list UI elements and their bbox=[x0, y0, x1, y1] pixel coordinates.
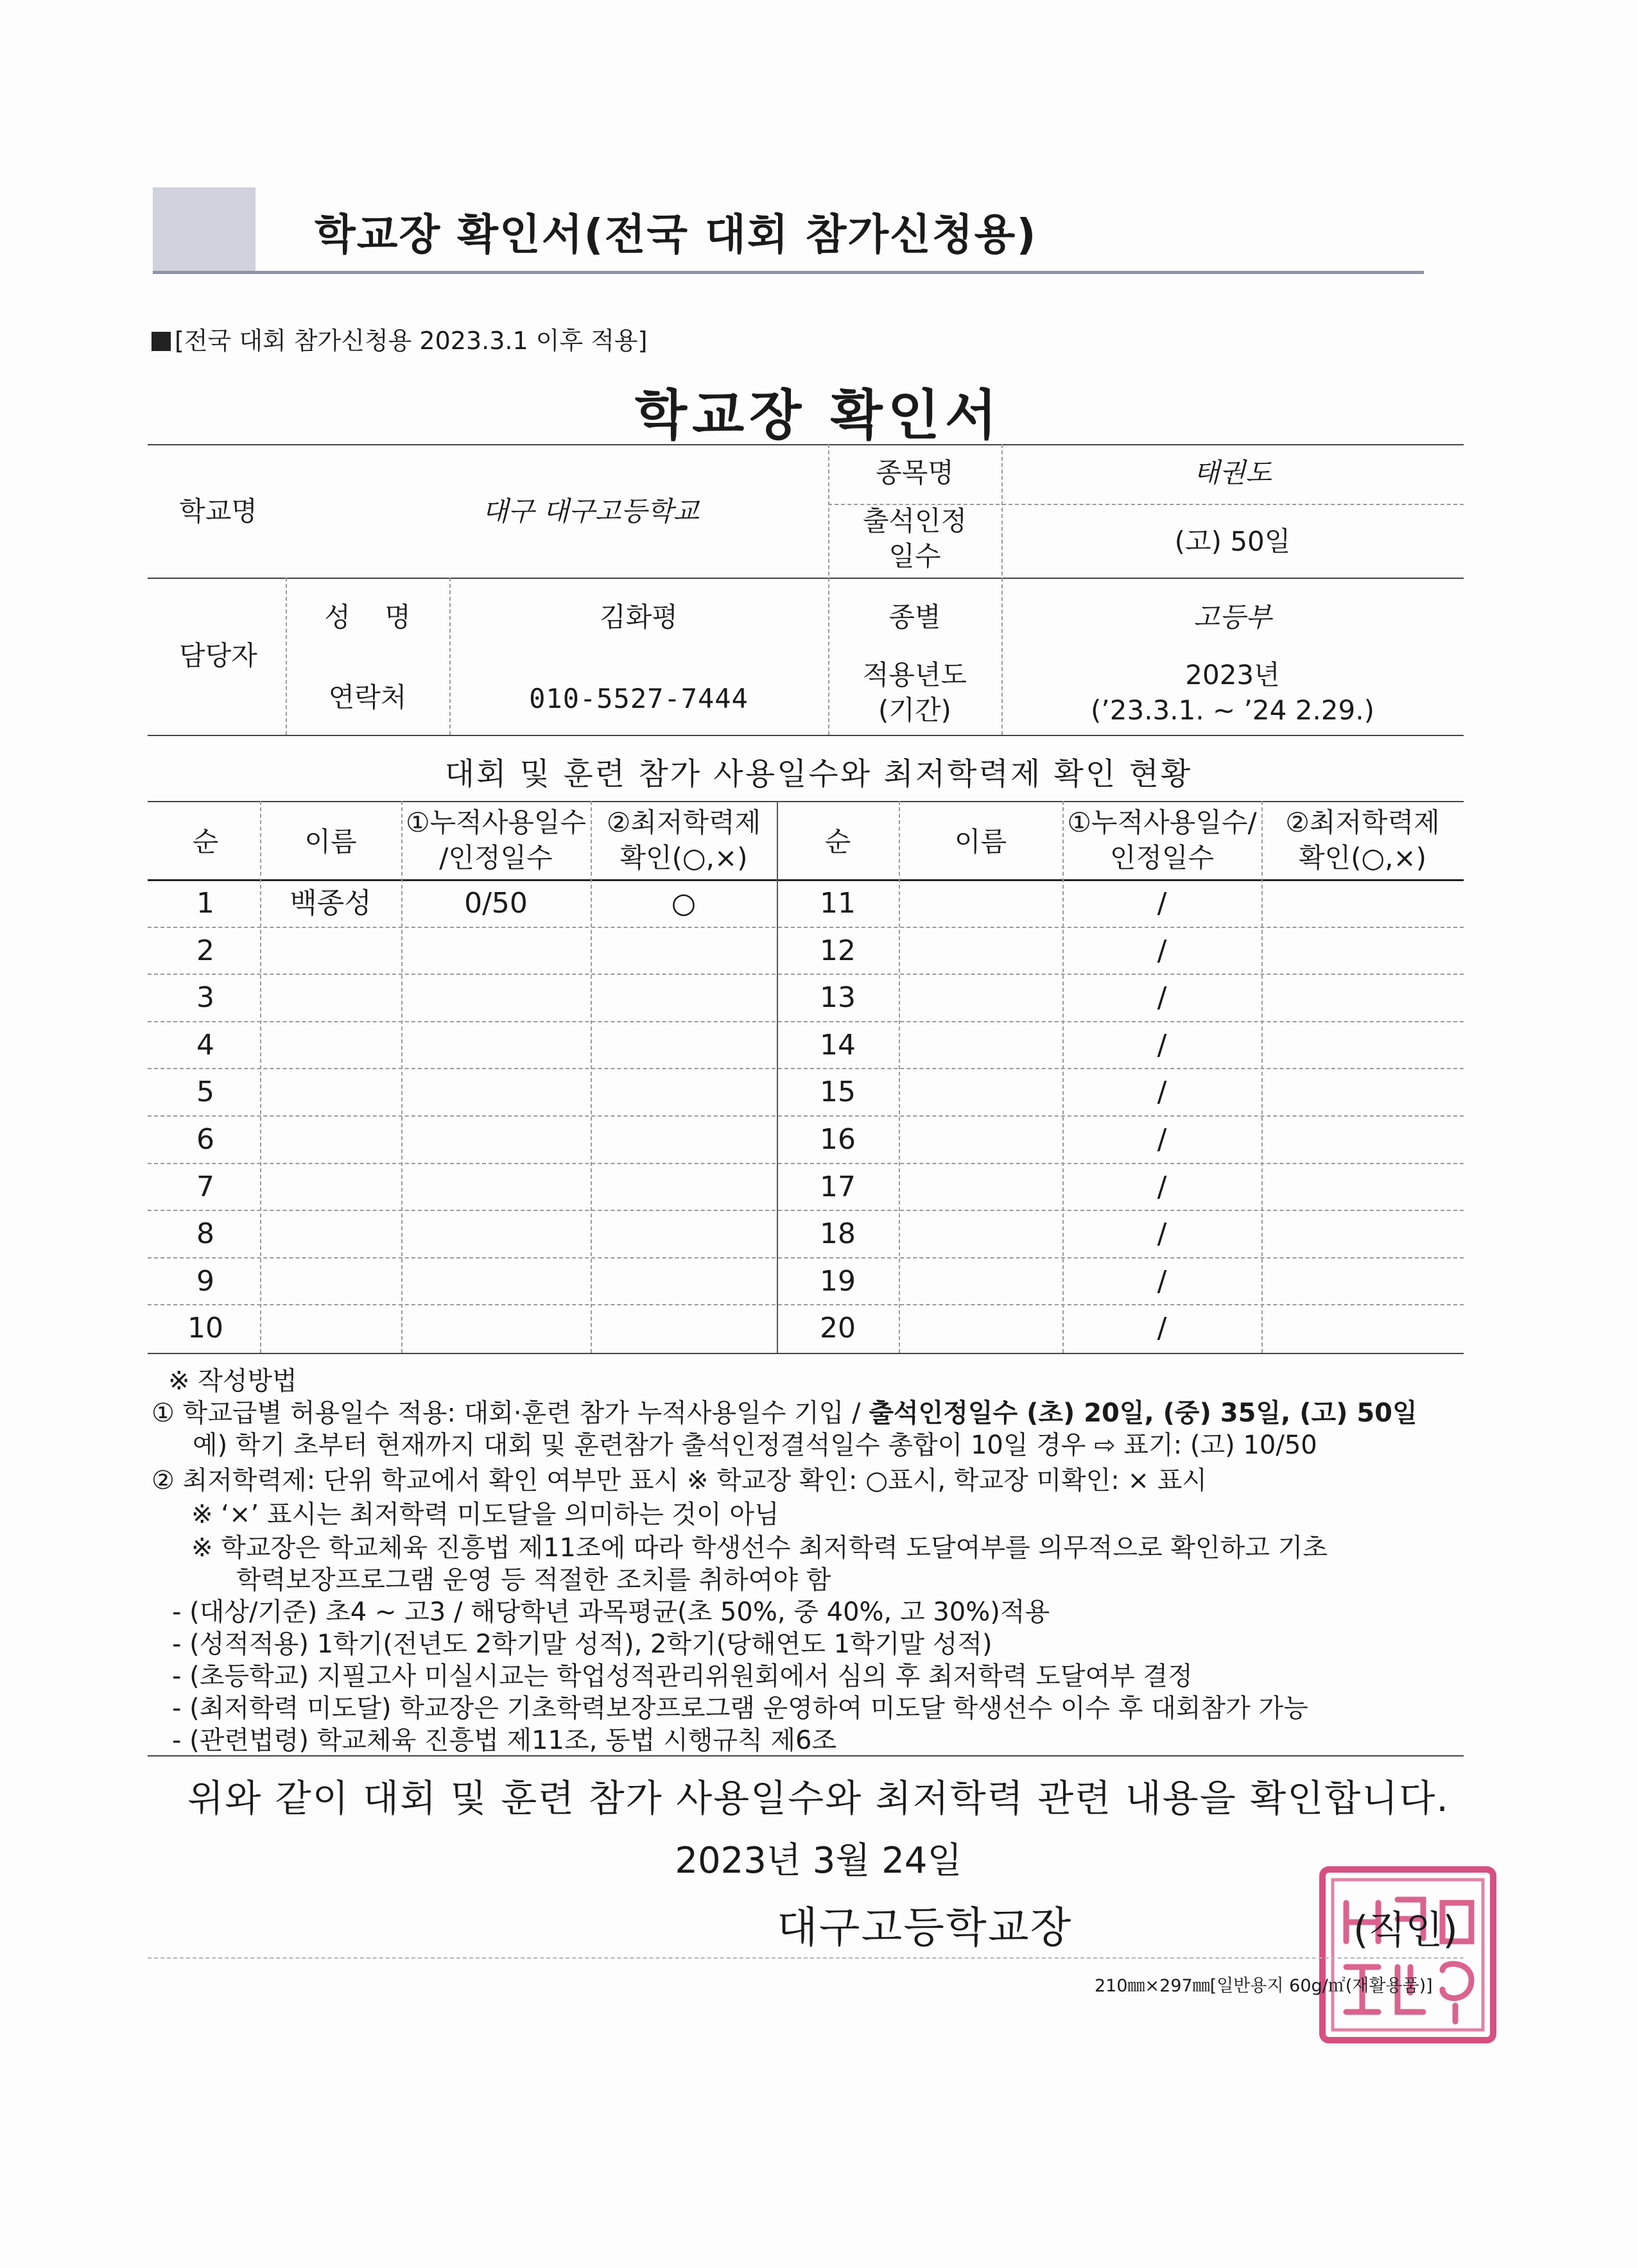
left-row-no: 4 bbox=[196, 1028, 214, 1061]
note-1-text: ① 학교급별 허용일수 적용: 대회·훈련 참가 누적사용일수 기입 / bbox=[152, 1398, 869, 1428]
right-row-no: 18 bbox=[820, 1217, 856, 1251]
section-title: 대회 및 훈련 참가 사용일수와 최저학력제 확인 현황 bbox=[444, 756, 1193, 792]
status-vline bbox=[1261, 801, 1263, 1353]
header-days-right bbox=[1066, 805, 1258, 875]
left-row-no: 3 bbox=[196, 981, 214, 1015]
left-row-name bbox=[263, 1259, 398, 1305]
right-row-no: 12 bbox=[820, 934, 856, 967]
right-row-days: / bbox=[1157, 1264, 1167, 1298]
category-value: 고등부 bbox=[1193, 601, 1272, 633]
status-bottom-border bbox=[148, 1353, 1464, 1354]
note-2-a: ※ ‘×’ 표시는 최저학력 미도달을 의미하는 것이 아님 bbox=[191, 1500, 779, 1529]
left-row-no: 2 bbox=[196, 934, 214, 967]
info-top-border bbox=[148, 444, 1464, 445]
contact-value: 010-5527-7444 bbox=[529, 683, 749, 714]
header-title: 학교장 확인서(전국 대회 참가신청용) bbox=[315, 210, 1037, 259]
square-bullet-icon bbox=[152, 332, 171, 351]
right-row-no: 16 bbox=[820, 1123, 856, 1156]
left-row-check bbox=[594, 1211, 774, 1257]
detail-3: - (초등학교) 지필고사 미실시교는 학업성적관리위원회에서 심의 후 최저학력 도달여부 결정 bbox=[172, 1662, 1193, 1691]
left-row-name bbox=[263, 928, 398, 974]
left-row-no: 1 bbox=[196, 887, 214, 920]
right-row-check bbox=[1265, 1259, 1460, 1305]
left-row-name bbox=[263, 1117, 398, 1163]
right-row-name bbox=[902, 1069, 1059, 1115]
right-row-check bbox=[1265, 1117, 1460, 1163]
left-row-days bbox=[404, 1211, 587, 1257]
left-row-no: 6 bbox=[196, 1123, 214, 1156]
left-row-no: 9 bbox=[196, 1264, 214, 1298]
notice-text: [전국 대회 참가신청용 2023.3.1 이후 적용] bbox=[175, 327, 648, 355]
left-row-name bbox=[263, 1305, 398, 1352]
attendance-label bbox=[835, 504, 995, 574]
left-row-check bbox=[594, 1305, 774, 1352]
header-underline bbox=[153, 271, 1424, 274]
confirm-text: 위와 같이 대회 및 훈련 참가 사용일수와 최저학력 관련 내용을 확인합니다. bbox=[187, 1776, 1450, 1820]
right-row-days: / bbox=[1157, 981, 1167, 1015]
left-row-name bbox=[263, 1164, 398, 1210]
name-label: 성 명 bbox=[324, 601, 411, 633]
school-value: 대구 대구고등학교 bbox=[482, 495, 699, 527]
header-decor-block bbox=[153, 187, 256, 272]
status-vline bbox=[401, 801, 403, 1353]
right-row-days: / bbox=[1157, 1123, 1167, 1156]
year-label-line1: 적용년도 bbox=[862, 659, 967, 691]
status-center-vline bbox=[777, 801, 778, 1353]
contact-label: 연락처 bbox=[328, 682, 407, 713]
header-check-line1: ②최저학력제 bbox=[606, 807, 761, 838]
header-check bbox=[594, 805, 774, 875]
right-row-no: 13 bbox=[820, 981, 856, 1015]
left-row-days bbox=[404, 1022, 587, 1069]
issue-date: 2023년 3월 24일 bbox=[675, 1840, 962, 1882]
right-row-check bbox=[1265, 1305, 1460, 1352]
right-row-days: / bbox=[1157, 1312, 1167, 1345]
detail-1: - (대상/기준) 초4 ~ 고3 / 해당학년 과목평균(초 50%, 중 40%, 고 30%)적용 bbox=[172, 1597, 1050, 1627]
header-check-right bbox=[1265, 805, 1460, 875]
right-row-days: / bbox=[1157, 887, 1167, 920]
header-days bbox=[404, 805, 587, 875]
left-row-name bbox=[263, 1211, 398, 1257]
note-1-example: 예) 학기 초부터 현재까지 대회 및 훈련참가 출석인정결석일수 총합이 10일 경우 ⇨ 표기: (고) 10/50 bbox=[193, 1430, 1317, 1460]
right-row-name bbox=[902, 1259, 1059, 1305]
manager-label: 담당자 bbox=[179, 640, 257, 671]
left-row-days: 0/50 bbox=[464, 887, 528, 920]
right-row-name bbox=[902, 1305, 1059, 1352]
note-1-bold: 출석인정일수 (초) 20일, (중) 35일, (고) 50일 bbox=[869, 1398, 1417, 1428]
left-row-days bbox=[404, 1069, 587, 1115]
info-divider bbox=[148, 578, 1464, 579]
detail-2: - (성적적용) 1학기(전년도 2학기말 성적), 2학기(당해연도 1학기말 성적) bbox=[172, 1629, 992, 1659]
left-row-days bbox=[404, 1305, 587, 1352]
right-row-no: 15 bbox=[820, 1076, 856, 1109]
right-row-days: / bbox=[1157, 1028, 1167, 1061]
left-row-days bbox=[404, 928, 587, 974]
year-value-line2: (’23.3.1. ~ ’24 2.29.) bbox=[1091, 694, 1374, 726]
right-row-check bbox=[1265, 1211, 1460, 1257]
right-row-no: 20 bbox=[820, 1312, 856, 1345]
detail-4: - (최저학력 미도달) 학교장은 기초학력보장프로그램 운영하여 미도달 학생선수 이수 후 대회참가 가능 bbox=[172, 1694, 1308, 1723]
header-check-line2: 확인(○,×) bbox=[619, 841, 748, 873]
right-row-name bbox=[902, 1164, 1059, 1210]
name-value: 김화평 bbox=[600, 601, 678, 633]
right-row-no: 17 bbox=[820, 1170, 856, 1203]
left-row-check bbox=[594, 1069, 774, 1115]
header-name: 이름 bbox=[304, 826, 357, 857]
left-row-no: 10 bbox=[187, 1312, 223, 1345]
attendance-value: (고) 50일 bbox=[1174, 526, 1291, 557]
left-row-no: 5 bbox=[196, 1076, 214, 1109]
header-check-right-line2: 확인(○,×) bbox=[1298, 841, 1427, 873]
right-row-check bbox=[1265, 928, 1460, 974]
left-row-check bbox=[594, 1259, 774, 1305]
info-vline bbox=[286, 578, 287, 735]
year-label bbox=[835, 658, 995, 728]
right-row-name bbox=[902, 881, 1059, 927]
notes-heading: ※ 작성방법 bbox=[168, 1366, 297, 1396]
sport-value: 태권도 bbox=[1193, 457, 1272, 488]
left-row-days bbox=[404, 1117, 587, 1163]
header-days-line1: ①누적사용일수 bbox=[405, 807, 587, 838]
document-title: 학교장 확인서 bbox=[634, 384, 1003, 447]
left-row-no: 7 bbox=[196, 1170, 214, 1203]
info-vline bbox=[828, 444, 829, 735]
detail-5: - (관련법령) 학교체육 진흥법 제11조, 동법 시행규칙 제6조 bbox=[172, 1726, 837, 1755]
status-vline bbox=[591, 801, 592, 1353]
status-top-border bbox=[148, 801, 1464, 802]
right-row-check bbox=[1265, 881, 1460, 927]
left-row-days bbox=[404, 1164, 587, 1210]
attendance-label-line1: 출석인정 bbox=[862, 505, 967, 537]
left-row-check bbox=[594, 975, 774, 1021]
right-row-no: 19 bbox=[820, 1264, 856, 1298]
status-vline bbox=[1062, 801, 1064, 1353]
right-row-days: / bbox=[1157, 1076, 1167, 1109]
header-check-right-line1: ②최저학력제 bbox=[1285, 807, 1440, 838]
right-row-check bbox=[1265, 1164, 1460, 1210]
right-row-name bbox=[902, 1022, 1059, 1069]
header-days-right-line2: 인정일수 bbox=[1109, 841, 1215, 873]
left-row-name: 백종성 bbox=[290, 887, 372, 920]
year-value bbox=[1008, 658, 1457, 728]
footer-divider bbox=[148, 1957, 1464, 1959]
right-row-name bbox=[902, 1117, 1059, 1163]
right-row-no: 14 bbox=[820, 1028, 856, 1061]
info-vline bbox=[449, 578, 451, 735]
year-label-line2: (기간) bbox=[878, 694, 951, 726]
notice-line bbox=[152, 321, 647, 356]
school-label: 학교명 bbox=[179, 495, 257, 527]
right-row-check bbox=[1265, 1022, 1460, 1069]
note-2: ② 최저학력제: 단위 학교에서 확인 여부만 표시 ※ 학교장 확인: ○표시, 학교장 미확인: × 표시 bbox=[152, 1466, 1208, 1495]
category-label: 종별 bbox=[888, 601, 941, 633]
right-row-check bbox=[1265, 1069, 1460, 1115]
status-vline bbox=[260, 801, 261, 1353]
info-vline bbox=[1001, 444, 1003, 735]
header-days-right-line1: ①누적사용일수/ bbox=[1067, 807, 1257, 838]
left-row-name bbox=[263, 1069, 398, 1115]
right-row-name bbox=[902, 1211, 1059, 1257]
seal-label: (직인) bbox=[1353, 1908, 1458, 1953]
status-vline bbox=[899, 801, 900, 1353]
info-divider bbox=[148, 735, 1464, 736]
left-row-check bbox=[594, 1164, 774, 1210]
left-row-name bbox=[263, 1022, 398, 1069]
right-row-no: 11 bbox=[820, 887, 856, 920]
attendance-label-line2: 일수 bbox=[888, 540, 941, 572]
header-no: 순 bbox=[192, 826, 219, 857]
note-2-b1: ※ 학교장은 학교체육 진흥법 제11조에 따라 학생선수 최저학력 도달여부를 의무적으로 확인하고 기초 bbox=[191, 1533, 1328, 1563]
official-seal-stamp bbox=[1317, 1864, 1498, 2045]
note-1 bbox=[152, 1393, 1417, 1429]
principal-name: 대구고등학교장 bbox=[777, 1903, 1073, 1952]
left-row-no: 8 bbox=[196, 1217, 214, 1251]
note-2-b2: 학력보장프로그램 운영 등 적절한 조치를 취하여야 함 bbox=[236, 1565, 831, 1595]
notes-bottom-border bbox=[148, 1755, 1464, 1757]
year-value-line1: 2023년 bbox=[1185, 659, 1280, 691]
left-row-check: ○ bbox=[671, 887, 697, 920]
header-no-right: 순 bbox=[824, 826, 851, 857]
sport-label: 종목명 bbox=[876, 457, 954, 488]
right-row-name bbox=[902, 975, 1059, 1021]
left-row-days bbox=[404, 975, 587, 1021]
right-row-days: / bbox=[1157, 1170, 1167, 1203]
left-row-days bbox=[404, 1259, 587, 1305]
left-row-check bbox=[594, 1117, 774, 1163]
header-days-line2: /인정일수 bbox=[439, 841, 553, 873]
right-row-days: / bbox=[1157, 934, 1167, 967]
right-row-days: / bbox=[1157, 1217, 1167, 1251]
left-row-check bbox=[594, 1022, 774, 1069]
header-name-right: 이름 bbox=[954, 826, 1007, 857]
left-row-check bbox=[594, 928, 774, 974]
left-row-name bbox=[263, 975, 398, 1021]
paper-spec-footer: 210㎜×297㎜[일반용지 60g/㎡(재활용품)] bbox=[1095, 1976, 1433, 1996]
right-row-name bbox=[902, 928, 1059, 974]
right-row-check bbox=[1265, 975, 1460, 1021]
